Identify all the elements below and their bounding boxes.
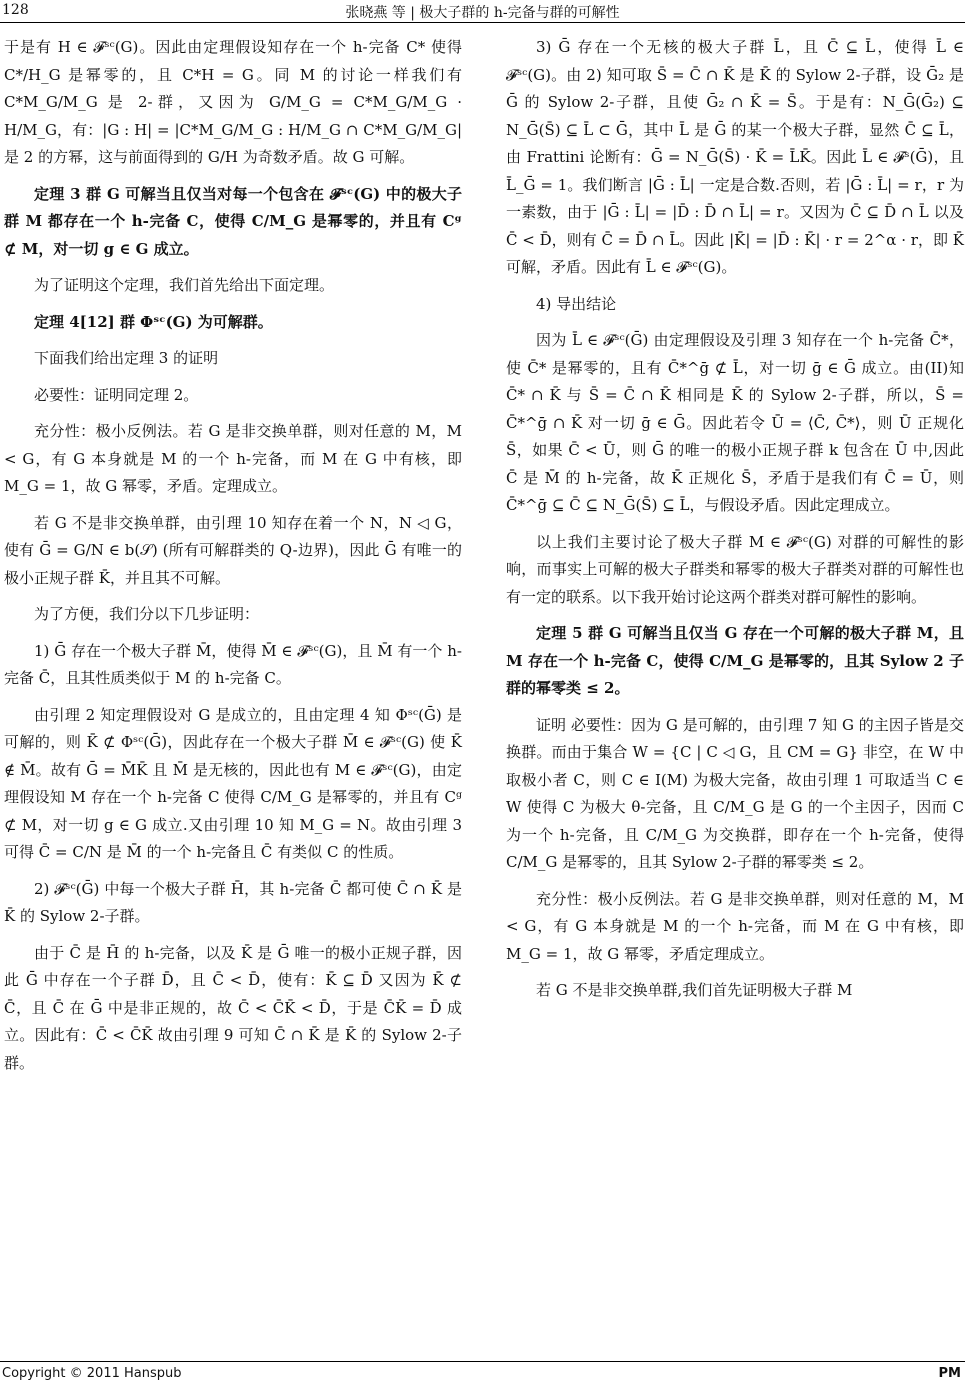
- proof-paragraph: 证明 必要性：因为 G 是可解的，由引理 7 知 G 的主因子皆是交换群。而由于集合 W = {C | C ◁ G，且 CM = G} 非空，在 W 中取极小者 C，则 C ∈ I(M) 为极大完备，故由引理 1 可取适当 C ∈ W 使得 C 为极大 θ-完备，且 C/M_G 是 G 的一个主因子，因而 C 为一个 h-完备，且 C/M_G 为交换群，即存在一个 h-完备，使得 C/M_G 是幂零的，且其 Sylow 2-子群的幂零类 ≤ 2。: [506, 715, 964, 871]
- paragraph: 以上我们主要讨论了极大子群 M ∈ 𝓕ˢᶜ(G) 对群的可解性的影响，而事实上可解的极大子群类和幂零的极大子群类对群的可解性也有一定的联系。以下我开始讨论这两个群类对群可解性的影响。: [506, 532, 964, 606]
- step-1: 1) Ḡ 存在一个极大子群 M̄，使得 M̄ ∈ 𝓕ˢᶜ(G)，且 M̄ 有一个 h-完备 C̄，且其性质类似于 M 的 h-完备 C。: [4, 641, 462, 687]
- theorem-5: 定理 5 群 G 可解当且仅当 G 存在一个可解的极大子群 M，且 M 存在一个 h-完备 C，使得 C/M_G 是幂零的，且其 Sylow 2 子群的幂零类 ≤ 2。: [506, 624, 964, 697]
- paragraph: 于是有 H ∈ 𝓕ˢᶜ(G)。因此由定理假设知存在一个 h-完备 C* 使得 C*/H_G 是幂零的，且 C*H = G。同 M 的讨论一样我们有 C*M_G/M_G 是 2-群，又因为 G/M_G = C*M_G/M_G · H/M_G，有：|G : H| = |C*M_G/M_G : H/M_G ∩ C*M_G/M_G| 是 2 的方幂，这与前面得到的 G/H 为奇数矛盾。故 G 可解。: [4, 38, 462, 166]
- paragraph: 下面我们给出定理 3 的证明: [34, 349, 219, 367]
- right-column: [506, 34, 964, 1014]
- paragraph: 必要性：证明同定理 2。: [34, 385, 199, 404]
- paragraph: 充分性：极小反例法。若 G 是非交换单群，则对任意的 M，M < G，有 G 本身就是 M 的一个 h-完备，而 M 在 G 中有核，即 M_G = 1，故 G 幂零，矛盾定理成立。: [506, 889, 964, 963]
- left-column: [4, 34, 462, 1086]
- paragraph: 为了方便，我们分以下几步证明：: [34, 605, 260, 623]
- footer-rule: [0, 1361, 965, 1362]
- page-number: 128: [2, 2, 29, 18]
- paragraph: 若 G 不是非交换单群,我们首先证明极大子群 M: [536, 981, 853, 999]
- paragraph: 充分性：极小反例法。若 G 是非交换单群，则对任意的 M，M < G，有 G 本身就是 M 的一个 h-完备，而 M 在 G 中有核，即 M_G = 1，故 G 幂零，矛盾。定理成立。: [4, 422, 462, 495]
- theorem-3: 定理 3 群 G 可解当且仅当对每一个包含在 𝓕ˢᶜ(G) 中的极大子群 M 都存在一个 h-完备 C，使得 C/M_G 是幂零的，并且有 Cᵍ ⊄ M，对一切 g ∈ G 成立。: [4, 184, 462, 258]
- paragraph: 为了证明这个定理，我们首先给出下面定理。: [34, 276, 335, 294]
- step-3: 3) Ḡ 存在一个无核的极大子群 L̄，且 C̄ ⊆ L̄，使得 L̄ ∈ 𝓕ˢᶜ(G)。由 2) 知可取 S̄ = C̄ ∩ K̄ 是 K̄ 的 Sylow 2-子群，设 Ḡ₂ 是 Ḡ 的 Sylow 2-子群，且使 Ḡ₂ ∩ K̄ = S̄。于是有：N_Ḡ(Ḡ₂) ⊆ N_Ḡ(S̄) ⊆ L̄ ⊂ Ḡ，其中 L̄ 是 Ḡ 的某一个极大子群，显然 C̄ ⊆ L̄，由 Frattini 论断有：Ḡ = N_Ḡ(S̄) · K̄ = L̄K̄。因此 L̄ ∈ 𝓕ˢ(Ḡ)，且 L̄_Ḡ = 1。我们断言 |Ḡ : L̄| 一定是合数.否则，若 |Ḡ : L̄| = r，r 为一素数，由于 |Ḡ : L̄| = |D̄ : D̄ ∩ L̄| = r。又因为 C̄ ⊆ D̄ ∩ L̄ 以及 C̄ < D̄，则有 C̄ = D̄ ∩ L̄。因此 |K̄| = |D̄ : K̄| · r = 2^α · r，即 K̄ 可解，矛盾。因此有 L̄ ∈ 𝓕ˢᶜ(G)。: [506, 38, 964, 276]
- paragraph: 由于 C̄ 是 H̄ 的 h-完备，以及 K̄ 是 Ḡ 唯一的极小正规子群，因此 Ḡ 中存在一个子群 D̄，且 C̄ < D̄，使有：K̄ ⊆ D̄ 又因为 K̄ ⊄ C̄，且 C̄ 在 Ḡ 中是非正规的，故 C̄ < C̄K̄ < D̄，于是 C̄K̄ = D̄ 成立。因此有：C̄ < C̄K̄ 故由引理 9 可知 C̄ ∩ K̄ 是 K̄ 的 Sylow 2-子群。: [4, 943, 462, 1072]
- paragraph: 若 G 不是非交换单群，由引理 10 知存在着一个 N，N ◁ G，使有 Ḡ = G/N ∈ b(𝒮) (所有可解群类的 Q-边界)，因此 Ḡ 有唯一的极小正规子群 K̄，并且其不可解。: [4, 513, 462, 587]
- journal-abbrev: PM: [938, 1366, 961, 1381]
- copyright: Copyright © 2011 Hanspub: [2, 1366, 182, 1381]
- theorem-4: 定理 4[12] 群 Φˢᶜ(G) 为可解群。: [34, 312, 273, 331]
- page-header: [0, 0, 965, 22]
- step-2: 2) 𝓕ˢᶜ(Ḡ) 中每一个极大子群 H̄，其 h-完备 C̄ 都可使 C̄ ∩ K̄ 是 K̄ 的 Sylow 2-子群。: [4, 879, 462, 925]
- header-rule: [0, 22, 965, 23]
- page-footer: [2, 1366, 963, 1381]
- running-title: 张晓燕 等 | 极大子群的 h-完备与群的可解性: [345, 5, 620, 21]
- paragraph: 因为 L̄ ∈ 𝓕ˢᶜ(Ḡ) 由定理假设及引理 3 知存在一个 h-完备 C̄*，使 C̄* 是幂零的，且有 C̄*^ḡ ⊄ L̄，对一切 ḡ ∈ Ḡ 成立。由(II)知 C̄* ∩ K̄ 与 S̄ = C̄ ∩ K̄ 相同是 K̄ 的 Sylow 2-子群，所以，S̄ = C̄*^ḡ ∩ K̄ 对一切 ḡ ∈ Ḡ。因此若令 Ū = ⟨C̄, C̄*⟩，则 Ū 正规化 S̄，如果 C̄ < Ū，则 Ḡ 的唯一的极小正规子群 k 包含在 Ū 中,因此 C̄ 是 M̄ 的 h-完备，故 K̄ 正规化 S̄，矛盾于是我们有 C̄ = Ū，则 C̄*^ḡ ⊆ C̄ ⊆ N_Ḡ(S̄) ⊆ L̄，与假设矛盾。因此定理成立。: [506, 331, 964, 514]
- paragraph: 由引理 2 知定理假设对 G 是成立的，且由定理 4 知 Φˢᶜ(Ḡ) 是可解的，则 K̄ ⊄ Φˢᶜ(Ḡ)，因此存在一个极大子群 M̄ ∈ 𝓕ˢᶜ(G) 使 K̄ ∉ M̄。故有 Ḡ = M̄K̄ 且 M̄ 是无核的，因此也有 M ∈ 𝓕ˢᶜ(G)，由定理假设知 M 存在一个 h-完备 C 使得 C/M_G 是幂零的，并且有 Cᵍ ⊄ M，对一切 g ∈ G 成立.又由引理 10 知 M_G = N。故由引理 3 可得 C̄ = C/N 是 M̄ 的一个 h-完备且 C̄ 有类似 C 的性质。: [4, 705, 462, 861]
- step-4: 4) 导出结论: [536, 294, 617, 313]
